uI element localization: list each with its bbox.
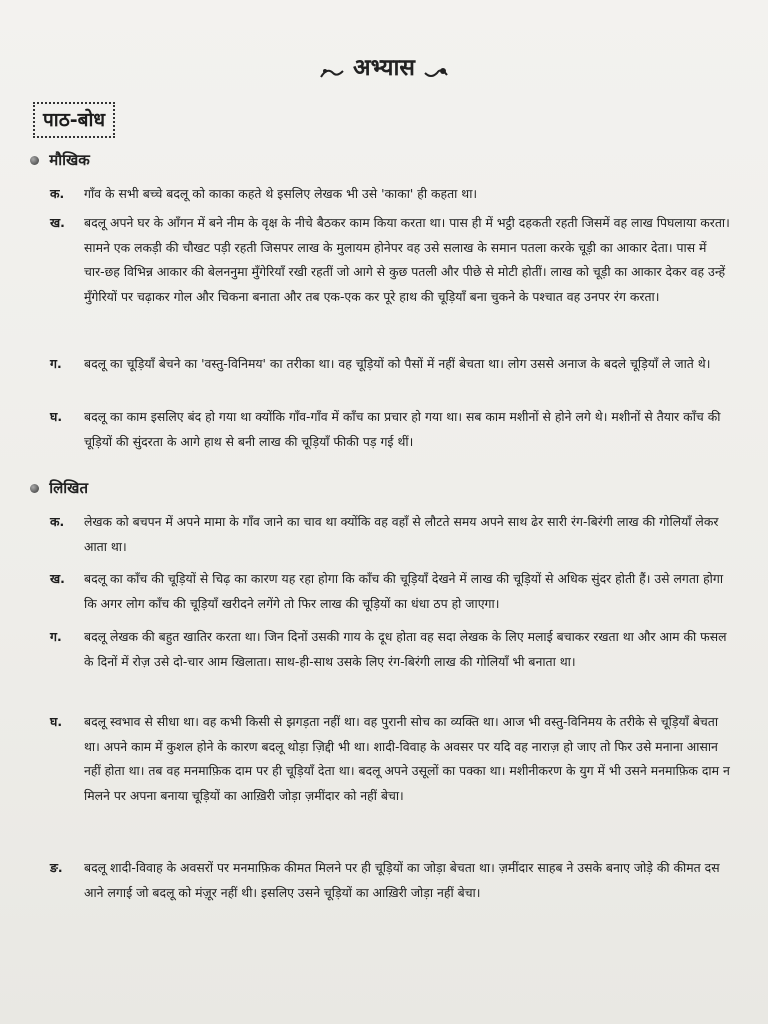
item-label: ख. [50, 215, 65, 230]
title-text: अभ्यास [353, 55, 415, 81]
item-text: बदलू का काँच की चूड़ियों से चिढ़ का कारण यह रहा होगा कि काँच की चूड़ियाँ देखने में लाख की चूड़ियों से अधिक सुंदर होती हैं। उसे लगता होगा कि अगर लोग काँच की चूड़ियाँ खरीदने लगेंगे तो फिर लाख की चूड़ियों का धंधा ठप हो जाएगा। [84, 571, 724, 611]
written-heading-text: लिखित [49, 479, 88, 497]
item-label: क. [50, 186, 65, 201]
item-text: बदलू अपने घर के आँगन में बने नीम के वृक्ष के नीचे बैठकर काम किया करता था। पास ही में भट्ठी दहकती रहती जिसमें वह लाख पिघलाया करता। सामने एक लकड़ी की चौखट पड़ी रहती जिसपर लाख के मुलायम होनेपर वह उसे सलाख के समान पतला करके चूड़ी का आकार देता। पास में चार-छह विभिन्न आकार की बेलननुमा मुँगेरियाँ रखी रहतीं जो आगे से कुछ पतली और पीछे से मोटी होतीं। लाख को चूड़ी का आकार देकर वह उन्हें मुँगेरियों पर चढ़ाकर गोल और चिकना बनाता और तब एक-एक कर पूरे हाथ की चूड़ियाँ बना चुकने के पश्चात वह उनपर रंग करता। [84, 215, 730, 304]
written-item-gha [50, 710, 730, 808]
page-title [0, 50, 768, 82]
item-text: बदलू स्वभाव से सीधा था। वह कभी किसी से झगड़ता नहीं था। वह पुरानी सोच का व्यक्ति था। आज भी वस्तु-विनिमय के तरीके से चूड़ियाँ बेचता था। अपने काम में कुशल होने के कारण बदलू थोड़ा ज़िद्दी भी था। शादी-विवाह के अवसर पर यदि वह नाराज़ हो जाए तो फिर उसे मनाना आसान नहीं होता था। तब वह मनमाफ़िक दाम पर ही चूड़ियाँ देता था। बदलू अपने उसूलों का पक्का था। मशीनीकरण के युग में भी उसने मनमाफ़िक दाम न मिलने पर अपना बनाया चूड़ियों का आख़िरी जोड़ा ज़मींदार को नहीं बेचा। [84, 714, 730, 803]
oral-item-ga [50, 352, 730, 377]
written-item-ga [50, 625, 730, 674]
item-text: बदलू शादी-विवाह के अवसरों पर मनमाफ़िक कीमत मिलने पर ही चूड़ियों का जोड़ा बेचता था। ज़मींदार साहब ने उसके बनाए जोड़े की कीमत दस आने लगाई जो बदलू को मंज़ूर नहीं थी। इसलिए उसने चूड़ियों का आख़िरी जोड़ा नहीं बेचा। [84, 860, 720, 900]
item-text: लेखक को बचपन में अपने मामा के गाँव जाने का चाव था क्योंकि वह वहाँ से लौटते समय अपने साथ ढेर सारी रंग-बिरंगी लाख की गोलियाँ लेकर आता था। [84, 514, 719, 554]
bullet-icon [30, 156, 39, 165]
section-label: पाठ-बोध [43, 109, 106, 131]
item-label: क. [50, 514, 65, 529]
item-text: बदलू का काम इसलिए बंद हो गया था क्योंकि गाँव-गाँव में काँच का प्रचार हो गया था। सब काम मशीनों से होने लगे थे। मशीनों से तैयार काँच की चूड़ियों की सुंदरता के आगे हाथ से बनी लाख की चूड़ियाँ फीकी पड़ गई थीं। [84, 409, 721, 449]
written-heading [30, 478, 88, 498]
item-label: ङ. [50, 860, 63, 875]
oral-item-kha [50, 211, 730, 309]
left-ornament-icon [319, 61, 345, 77]
oral-item-gha [50, 405, 730, 454]
item-label: घ. [50, 714, 63, 729]
item-text: बदलू लेखक की बहुत खातिर करता था। जिन दिनों उसकी गाय के दूध होता वह सदा लेखक के लिए मलाई बचाकर रखता था और आम की फसल के दिनों में रोज़ उसे दो-चार आम खिलाता। साथ-ही-साथ उसके लिए रंग-बिरंगी लाख की गोलियाँ भी बनाता था। [84, 629, 727, 669]
item-label: घ. [50, 409, 63, 424]
item-label: ग. [50, 629, 62, 644]
bullet-icon [30, 484, 39, 493]
oral-heading [30, 150, 90, 170]
written-item-kha [50, 567, 730, 616]
oral-item-ka [50, 182, 730, 207]
item-label: ग. [50, 356, 62, 371]
right-ornament-icon [423, 61, 449, 77]
item-text: गाँव के सभी बच्चे बदलू को काका कहते थे इसलिए लेखक भी उसे 'काका' ही कहता था। [84, 186, 478, 201]
written-item-ka [50, 510, 730, 559]
written-item-nga [50, 856, 730, 905]
section-label-box [33, 102, 115, 138]
oral-heading-text: मौखिक [49, 151, 90, 169]
item-text: बदलू का चूड़ियाँ बेचने का 'वस्तु-विनिमय' का तरीका था। वह चूड़ियों को पैसों में नहीं बेचता था। लोग उससे अनाज के बदले चूड़ियाँ ले जाते थे। [84, 356, 711, 371]
item-label: ख. [50, 571, 65, 586]
